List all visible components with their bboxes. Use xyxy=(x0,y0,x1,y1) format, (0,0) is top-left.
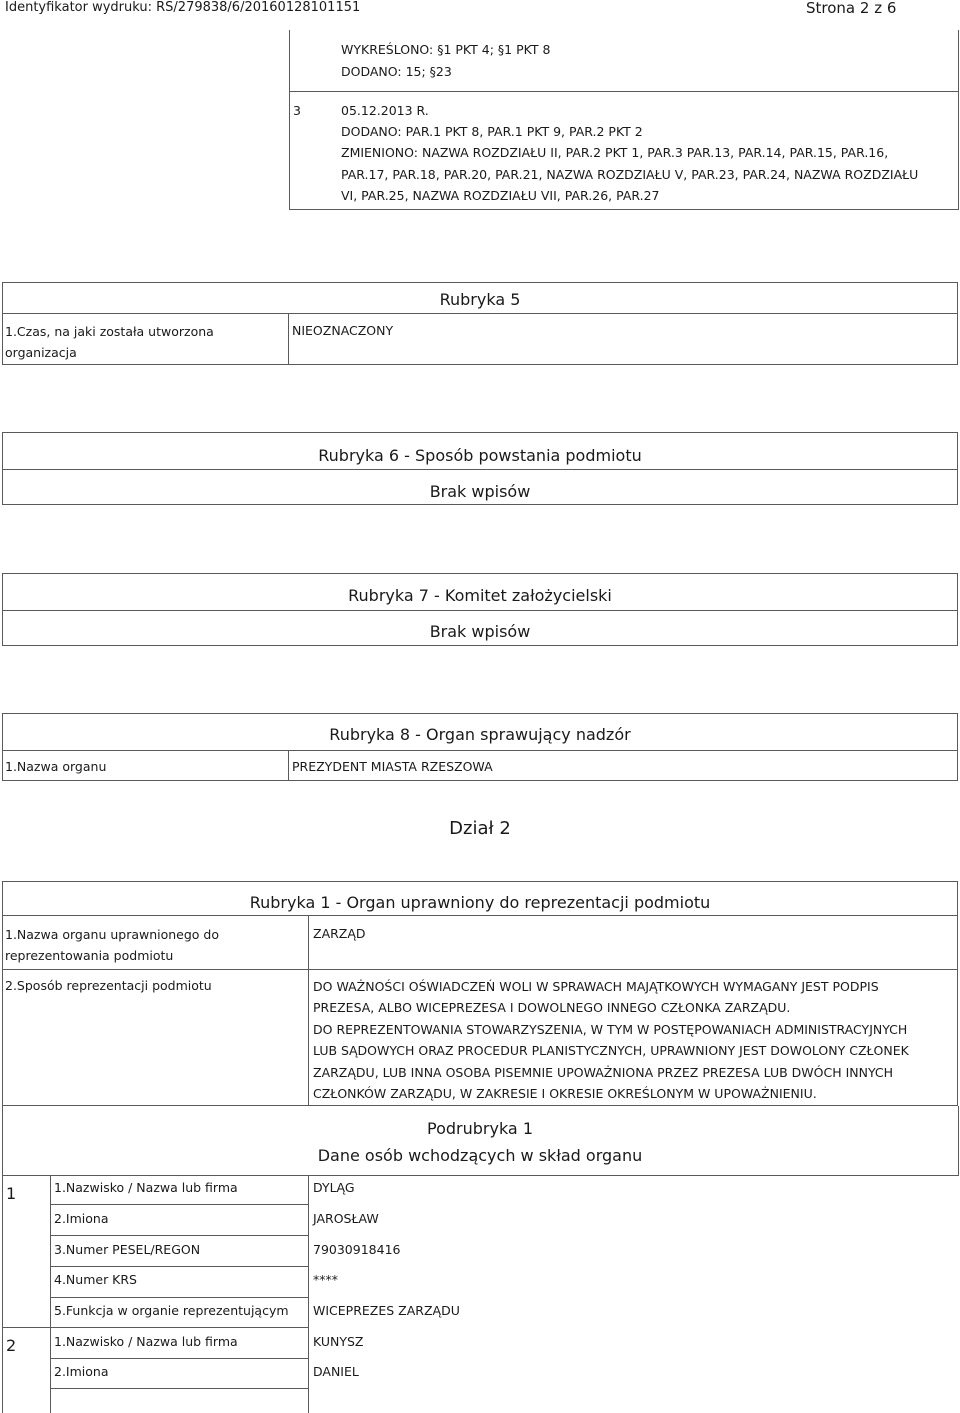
subsection-title: Podrubryka 1 xyxy=(427,1119,533,1138)
history-line: DODANO: PAR.1 PKT 8, PAR.1 PKT 9, PAR.2 PKT 2 xyxy=(341,124,643,139)
history-line: DODANO: 15; §23 xyxy=(341,64,452,79)
field-label: 1.Nazwisko / Nazwa lub firma xyxy=(54,1180,238,1195)
field-label: 1.Nazwa organu uprawnionego do reprezentowania podmiotu xyxy=(5,927,220,963)
history-line: PAR.17, PAR.18, PAR.20, PAR.21, NAZWA ROZDZIAŁU V, PAR.23, PAR.24, NAZWA ROZDZIAŁU xyxy=(341,167,919,182)
field-label: 2.Imiona xyxy=(54,1211,109,1226)
person-number: 1 xyxy=(6,1184,17,1203)
field-value: ZARZĄD xyxy=(313,926,366,941)
history-entry-number: 3 xyxy=(293,103,301,118)
section-title: Rubryka 8 - Organ sprawujący nadzór xyxy=(329,725,631,744)
field-label: 3.Numer PESEL/REGON xyxy=(54,1242,201,1257)
history-line: VI, PAR.25, NAZWA ROZDZIAŁU VII, PAR.26, PAR.27 xyxy=(341,188,660,203)
representation-line: LUB SĄDOWYCH ORAZ PROCEDUR PLANISTYCZNYCH, UPRAWNIONY JEST DOWOLONY CZŁONEK xyxy=(313,1043,909,1058)
section-title: Rubryka 5 xyxy=(439,290,521,309)
field-value: 79030918416 xyxy=(313,1242,401,1257)
field-label: 1.Nazwisko / Nazwa lub firma xyxy=(54,1334,238,1349)
division-title: Dział 2 xyxy=(449,818,511,839)
field-value: JAROSŁAW xyxy=(313,1211,379,1226)
representation-line: CZŁONKÓW ZARZĄDU, W ZAKRESIE I OKRESIE OKREŚLONYM W UPOWAŻNIENIU. xyxy=(313,1086,817,1101)
section-title: Rubryka 1 - Organ uprawniony do reprezentacji podmiotu xyxy=(249,893,711,912)
field-label: 2.Imiona xyxy=(54,1364,109,1379)
field-label: 4.Numer KRS xyxy=(54,1272,137,1287)
field-label: 2.Sposób reprezentacji podmiotu xyxy=(5,978,212,993)
representation-line: DO REPREZENTOWANIA STOWARZYSZENIA, W TYM W POSTĘPOWANIACH ADMINISTRACYJNYCH xyxy=(313,1022,908,1037)
print-identifier: Identyfikator wydruku: RS/279838/6/20160128101151 xyxy=(5,0,361,15)
representation-line: ZARZĄDU, LUB INNA OSOBA PISEMNIE UPOWAŻNIONA PRZEZ PREZESA LUB DWÓCH INNYCH xyxy=(313,1065,894,1080)
history-line: ZMIENIONO: NAZWA ROZDZIAŁU II, PAR.2 PKT 1, PAR.3 PAR.13, PAR.14, PAR.15, PAR.16, xyxy=(341,145,889,160)
history-line: WYKREŚLONO: §1 PKT 4; §1 PKT 8 xyxy=(341,42,551,57)
field-value: **** xyxy=(313,1272,338,1287)
empty-notice: Brak wpisów xyxy=(429,482,531,501)
field-value: KUNYSZ xyxy=(313,1334,364,1349)
field-value: WICEPREZES ZARZĄDU xyxy=(313,1303,460,1318)
history-line: 05.12.2013 R. xyxy=(341,103,429,118)
person-number: 2 xyxy=(6,1336,17,1355)
field-label: 5.Funkcja w organie reprezentującym xyxy=(54,1303,289,1318)
representation-line: DO WAŻNOŚCI OŚWIADCZEŃ WOLI W SPRAWACH MAJĄTKOWYCH WYMAGANY JEST PODPIS xyxy=(313,979,879,994)
section-title: Rubryka 7 - Komitet założycielski xyxy=(348,586,612,605)
section-title: Rubryka 6 - Sposób powstania podmiotu xyxy=(318,446,642,465)
field-value: NIEOZNACZONY xyxy=(292,323,394,338)
field-label: 1.Czas, na jaki została utworzona organizacja xyxy=(5,324,214,360)
page-number: Strona 2 z 6 xyxy=(806,0,897,17)
representation-line: PREZESA, ALBO WICEPREZESA I DOWOLNEGO INNEGO CZŁONKA ZARZĄDU. xyxy=(313,1000,791,1015)
subsection-subtitle: Dane osób wchodzących w skład organu xyxy=(317,1146,643,1165)
field-value: DANIEL xyxy=(313,1364,359,1379)
field-value: DYLĄG xyxy=(313,1180,355,1195)
empty-notice: Brak wpisów xyxy=(429,622,531,641)
field-value: PREZYDENT MIASTA RZESZOWA xyxy=(292,759,493,774)
field-label: 1.Nazwa organu xyxy=(5,759,107,774)
